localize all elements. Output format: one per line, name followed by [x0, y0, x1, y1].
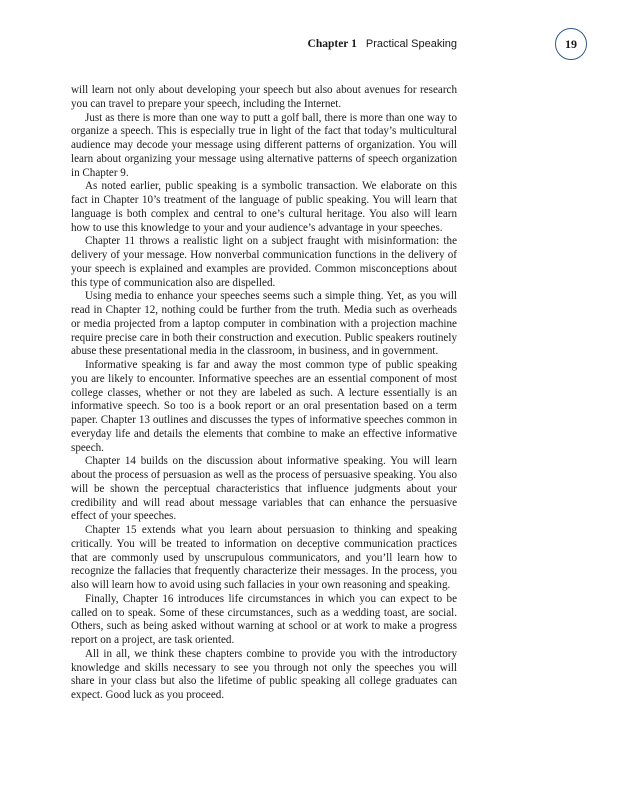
- paragraph-3: As noted earlier, public speaking is a symbolic transaction. We elaborate on this fact in Chapter 10’s treatment of the language of public speaking. You will learn that language is both complex and central to one’s cultural heritage. You also will learn how to use this knowledge to your and your audience’s advantage in your speeches.: [71, 180, 457, 234]
- paragraph-1: will learn not only about developing your speech but also about avenues for research you can travel to prepare your speech, including the Internet.: [71, 84, 457, 110]
- chapter-title: Practical Speaking: [365, 38, 457, 50]
- paragraph-6: Informative speaking is far and away the most common type of public speaking you are likely to encounter. Informative speeches are an essential component of most college classes, whether or not they are labeled as such. A lecture essentially is an informative speech. So too is a book report or an oral presentation based on a term paper. Chapter 13 outlines and discusses the types of informative speeches common in everyday life and details the elements that combine to make an effective informative speech.: [71, 359, 457, 454]
- paragraph-8: Chapter 15 extends what you learn about persuasion to thinking and speaking critically. You will be treated to information on deceptive communication practices that are commonly used by unscrupulous communicators, and you’ll learn how to recognize the fallacies that frequently characterize their messages. In the process, you also will learn how to avoid using such fallacies in your own reasoning and speaking.: [71, 524, 457, 591]
- page-number: 19: [565, 36, 577, 51]
- chapter-label: Chapter 1: [307, 38, 357, 50]
- running-head: [308, 38, 457, 50]
- paragraph-5: Using media to enhance your speeches seems such a simple thing. Yet, as you will read in Chapter 12, nothing could be further from the truth. Media such as overheads or media projected from a laptop computer in combination with a projection machine require precise care in both their construction and execution. Public speakers routinely abuse these presentational media in the classroom, in business, and in government.: [71, 290, 457, 358]
- body-text: [71, 84, 457, 703]
- paragraph-4: Chapter 11 throws a realistic light on a subject fraught with misinformation: the delivery of your message. How nonverbal communication functions in the delivery of your speech is explained and examples are provided. Common misconceptions about this type of communication also are dispelled.: [71, 235, 457, 289]
- paragraph-7: Chapter 14 builds on the discussion about informative speaking. You will learn about the process of persuasion as well as the process of persuasive speaking. You also will be shown the perceptual characteristics that influence judgments about your credibility and will read about message variables that can enhance the persuasive effect of your speeches.: [71, 455, 457, 523]
- paragraph-10: All in all, we think these chapters combine to provide you with the introductory knowledge and skills necessary to see you through not only the speeches you will share in your class but also the lifetime of public speaking all college graduates can expect. Good luck as you proceed.: [71, 647, 457, 701]
- paragraph-2: Just as there is more than one way to putt a golf ball, there is more than one way to organize a speech. This is especially true in light of the fact that today’s multicultural audience may decode your message using different patterns of organization. You will learn about organizing your message using alternative patterns of speech organization in Chapter 9.: [71, 111, 457, 179]
- page-number-badge: [555, 28, 587, 60]
- paragraph-9: Finally, Chapter 16 introduces life circumstances in which you can expect to be called on to speak. Some of these circumstances, such as a wedding toast, are social. Others, such as being asked without warning at school or at work to make a progress report on a project, are task oriented.: [71, 592, 457, 646]
